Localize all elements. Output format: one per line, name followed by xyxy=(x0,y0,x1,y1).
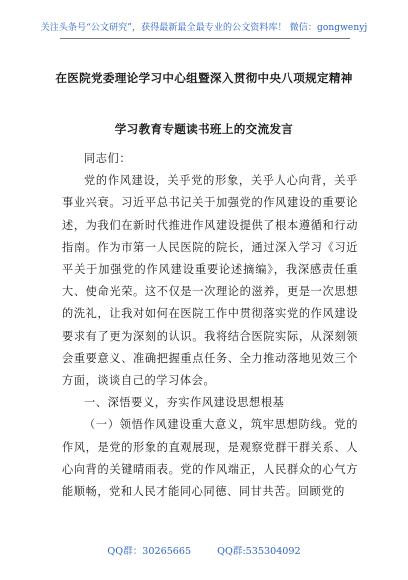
footer-contact xyxy=(0,543,408,557)
footer-qq-group-2: QQ群:535304092 xyxy=(217,546,301,557)
document-body xyxy=(62,148,358,503)
greeting: 同志们： xyxy=(84,152,132,165)
body-paragraph-1: 党的作风建设，关乎党的形象，关乎人心向背，关乎事业兴衰。习近平总书记关于加强党的作风建设的重要论述，为我们在新时代推进作风建设提供了根本遵循和行动指南。作为市第一人民医院的院长，通过深入学习《习近平关于加强党的作风建设重要论述摘编》，我深感责任重大、使命光荣。这不仅是一次理论的滋养，更是一次思想的洗礼，让我对如何在医院工作中贯彻落实党的作风建设要求有了更为深刻的认识。我将结合医院实际，从深刻领会重要意义、准确把握重点任务、全力推动落地见效三个方面，谈谈自己的学习体会。 xyxy=(62,174,358,388)
header-divider xyxy=(60,38,350,39)
header-promo-note: 关注头条号“公文研究”，获得最新最全最专业的公文资料库！ 微信：gongwenyj xyxy=(40,23,368,33)
section-heading-1: 一、深悟要义，夯实作风建设思想根基 xyxy=(84,396,285,410)
footer-qq-group-1: QQ群：30265665 xyxy=(107,546,192,557)
document-title-line-1: 在医院党委理论学习中心组暨深入贯彻中央八项规定精神 xyxy=(55,71,353,85)
document-title-line-2: 学习教育专题读书班上的交流发言 xyxy=(114,122,294,136)
subsection-paragraph-1: （一）领悟作风建设重大意义，筑牢思想防线。党的作风，是党的形象的直观展现，是观察党群干群关系、人心向背的关键晴雨表。党的作风端正，人民群众的心气方能顺畅，党和人民才能同心同德、同甘共苦。回顾党的 xyxy=(62,418,358,499)
